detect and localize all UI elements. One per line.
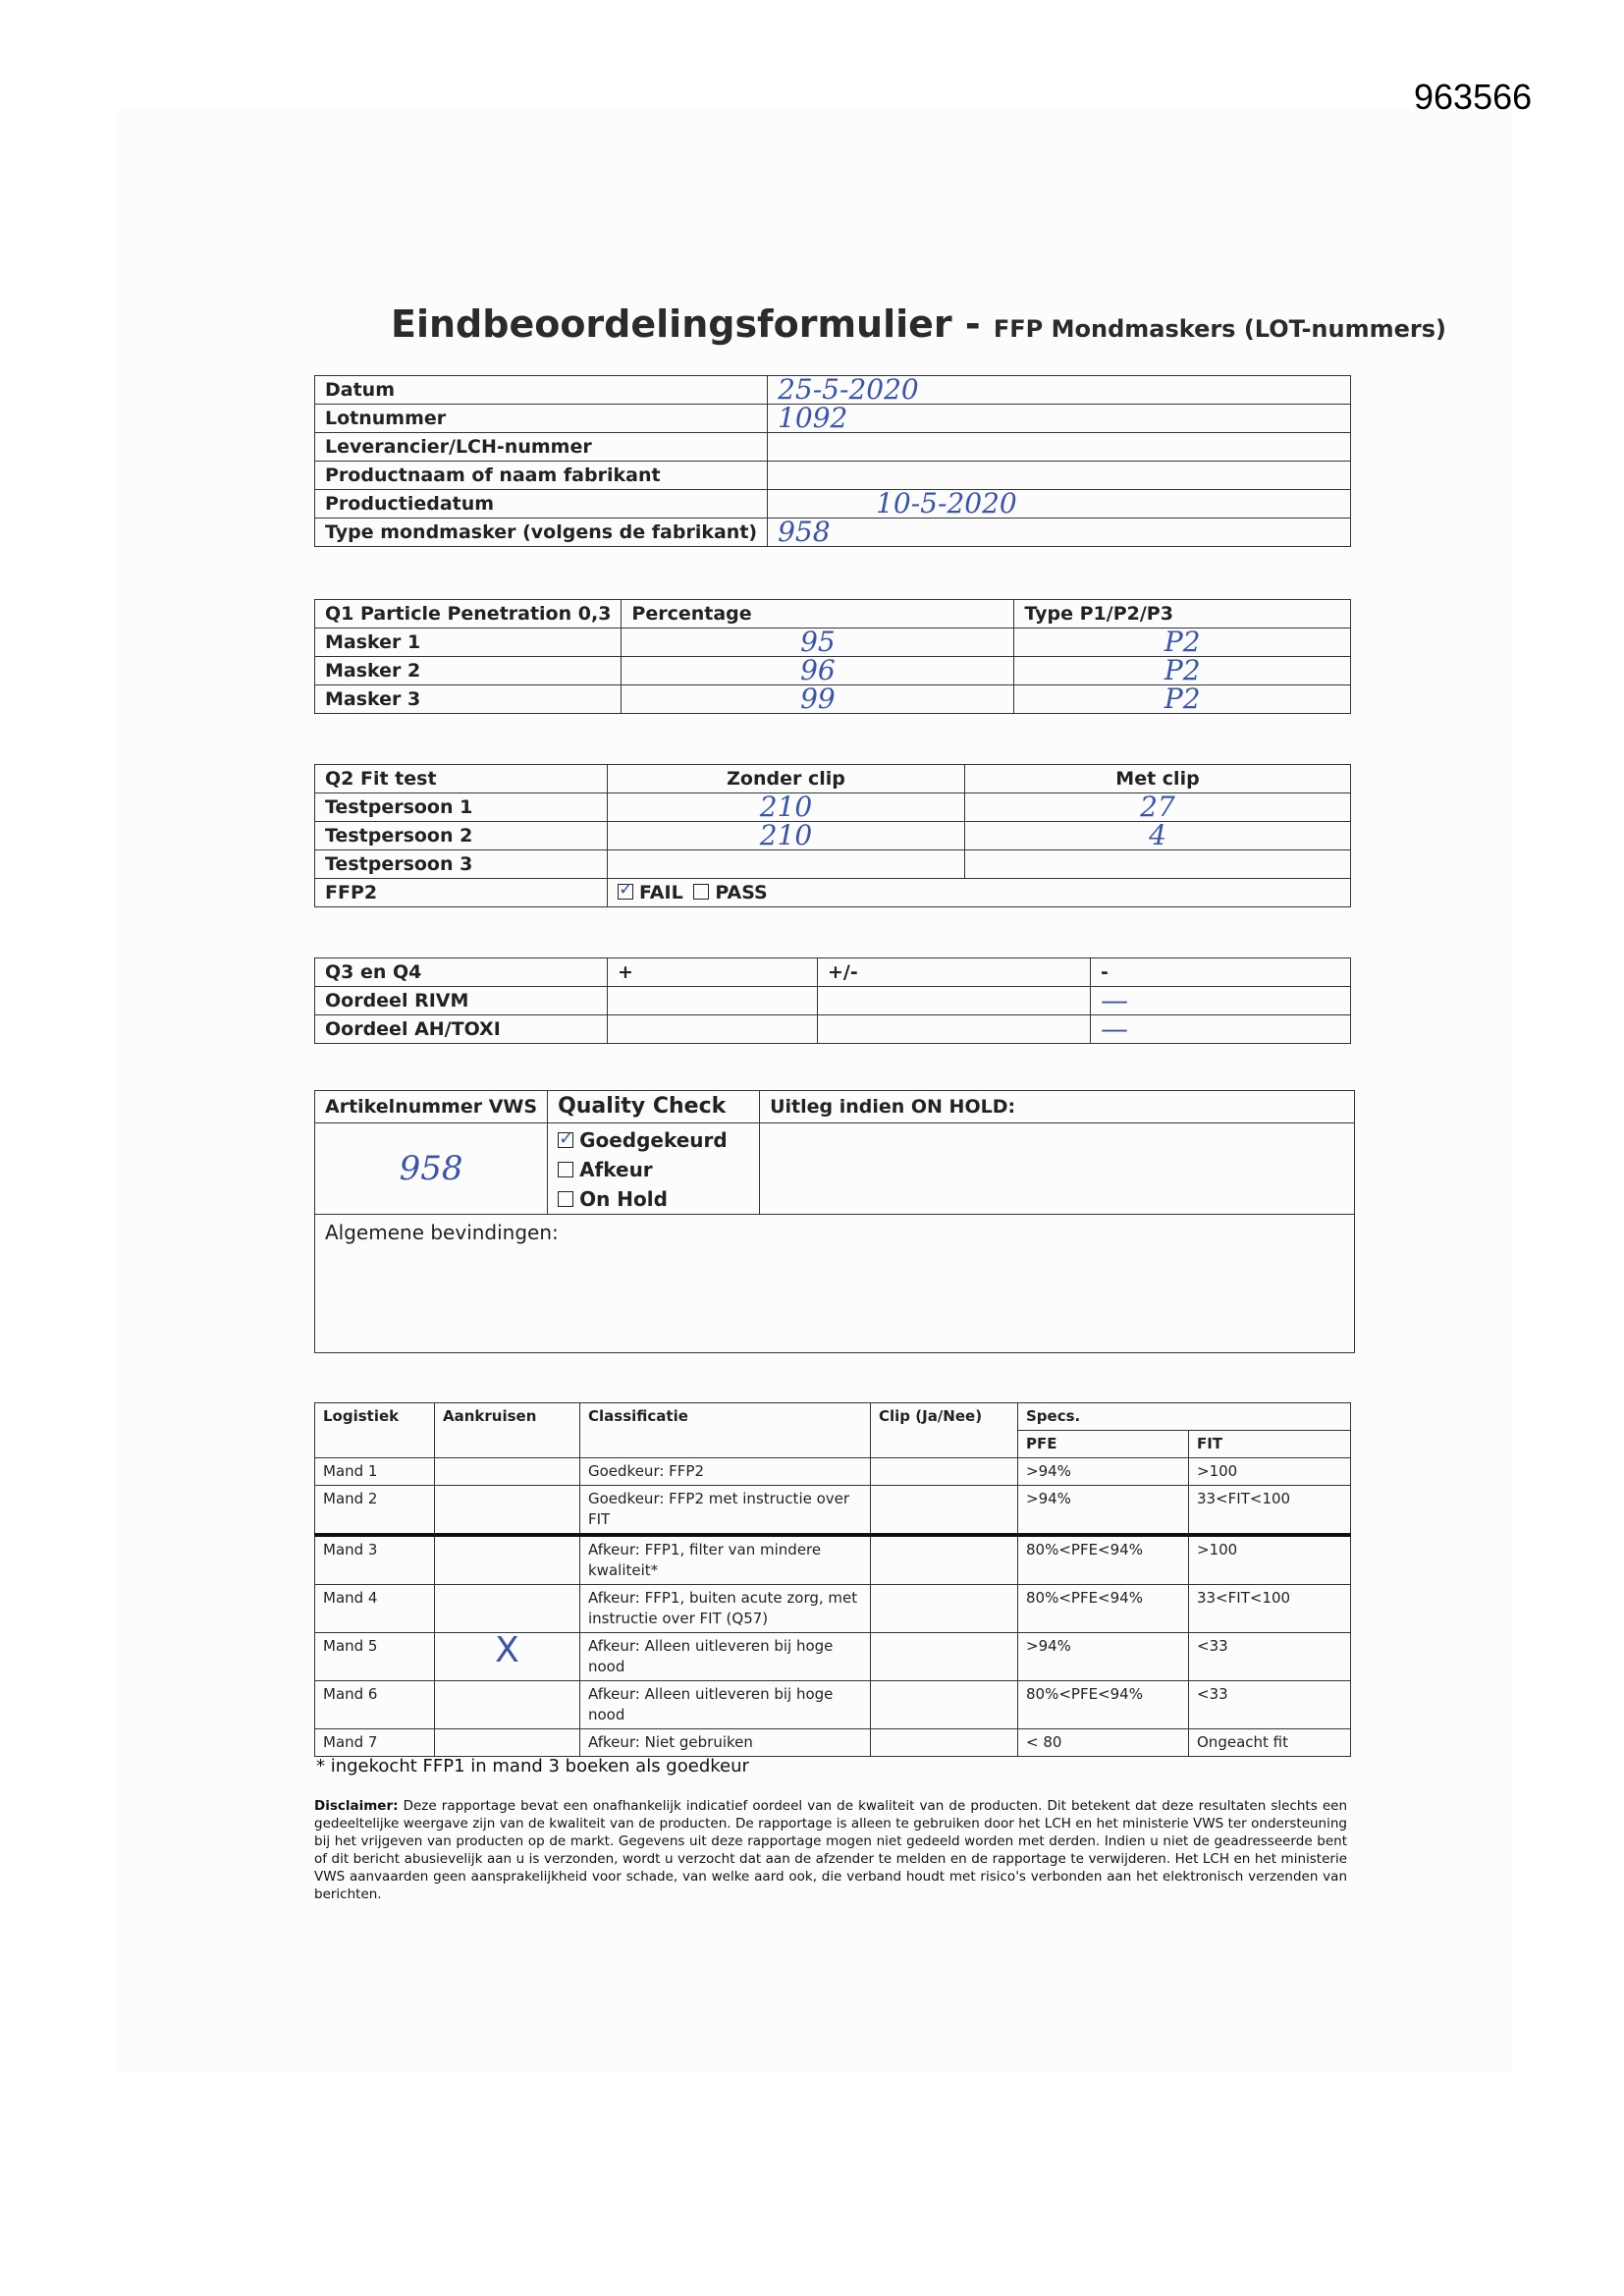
table-row: Mand 5 X Afkeur: Alleen uitleveren bij hoge nood >94% <33 [315,1633,1351,1681]
info-value: 958 [768,519,1351,547]
q3-header: +/- [818,958,1091,987]
q3-label: Oordeel AH/TOXI [315,1015,608,1044]
info-table [314,375,1351,547]
info-value: 1092 [768,405,1351,433]
table-row: Mand 2 Goedkeur: FFP2 met instructie over FIT >94% 33<FIT<100 [315,1486,1351,1536]
fail-label: FAIL [639,882,683,903]
disclaimer-text: Deze rapportage bevat een onafhankelijk indicatief oordeel van de kwaliteit van de producten. Dit betekent dat deze resultaten slechts een gedeeltelijke weergave zijn van de kwaliteit van de producten. De rapportage is alleen te gebruiken door het LCH en het ministerie VWS ter ondersteuning bij het vrijgeven van producten op de markt. Gegevens uit deze rapportage mogen niet gedeeld worden met derden. Indien u niet de geadresseerde bent of dit bericht abusievelijk aan u is verzonden, wordt u verzocht dat aan de afzender te melden en de rapportage te verwijderen. Het LCH en het ministerie VWS aanvaarden geen aansprakelijkheid voor schade, van welke aard ook, die verband houdt met risico's verbonden aan het elektronisch verzenden van berichten. [314,1798,1347,1902]
q2-zonder: 210 [608,822,965,850]
q1-pct: 99 [622,685,1014,714]
table-row: Mand 7 Afkeur: Niet gebruiken < 80 Ongeacht fit [315,1729,1351,1757]
quality-table [314,1090,1355,1353]
bevindingen-label: Algemene bevindingen: [315,1215,1355,1353]
q1-label: Masker 1 [315,629,622,657]
q3-header: Q3 en Q4 [315,958,608,987]
col-clip: Clip (Ja/Nee) [871,1403,1018,1458]
info-label: Type mondmasker (volgens de fabrikant) [315,519,768,547]
q2-header: Zonder clip [608,765,965,793]
uitleg-label: Uitleg indien ON HOLD: [760,1091,1355,1123]
footnote: * ingekocht FFP1 in mand 3 boeken als goedkeur [316,1756,749,1777]
q3-label: Oordeel RIVM [315,987,608,1015]
info-label: Lotnummer [315,405,768,433]
info-label: Productnaam of naam fabrikant [315,462,768,490]
disclaimer [314,1797,1347,1903]
q2-label: Testpersoon 2 [315,822,608,850]
table-row: Mand 4 Afkeur: FFP1, buiten acute zorg, met instructie over FIT (Q57) 80%<PFE<94% 33<FIT<100 [315,1585,1351,1633]
q2-header: Q2 Fit test [315,765,608,793]
col-classificatie: Classificatie [580,1403,871,1458]
q2-met: 4 [965,822,1351,850]
q1-table [314,599,1351,714]
checkbox-icon[interactable] [558,1191,573,1207]
q1-label: Masker 3 [315,685,622,714]
q1-type: P2 [1014,657,1351,685]
info-label: Leverancier/LCH-nummer [315,433,768,462]
title-sub: FFP Mondmaskers (LOT-nummers) [993,315,1446,343]
q1-header: Percentage [622,600,1014,629]
disclaimer-label: Disclaimer: [314,1798,399,1814]
q1-label: Masker 2 [315,657,622,685]
artikel-value: 958 [315,1123,548,1215]
q3-minus: — [1091,987,1351,1015]
q1-pct: 95 [622,629,1014,657]
info-label: Datum [315,376,768,405]
col-fit: FIT [1189,1431,1351,1458]
q3-table [314,957,1351,1044]
document-number: 963566 [1414,77,1533,117]
info-value [768,462,1351,490]
logistiek-table [314,1402,1351,1757]
info-value: 10-5-2020 [768,490,1351,519]
table-row: Mand 1 Goedkeur: FFP2 >94% >100 [315,1458,1351,1486]
form-title [391,302,1446,346]
table-row: Mand 3 Afkeur: FFP1, filter van mindere kwaliteit* 80%<PFE<94% >100 [315,1535,1351,1585]
title-main: Eindbeoordelingsformulier - [391,302,994,346]
col-pfe: PFE [1018,1431,1189,1458]
info-value: 25-5-2020 [768,376,1351,405]
q1-pct: 96 [622,657,1014,685]
q2-ffp2-label: FFP2 [315,879,608,907]
info-value [768,433,1351,462]
info-label: Productiedatum [315,490,768,519]
q1-type: P2 [1014,685,1351,714]
q1-header: Type P1/P2/P3 [1014,600,1351,629]
col-specs: Specs. [1018,1403,1351,1431]
fail-checkbox[interactable] [618,884,633,900]
q2-met [965,850,1351,879]
q2-zonder [608,850,965,879]
checkbox-icon[interactable] [558,1132,573,1148]
q3-header: - [1091,958,1351,987]
q3-minus: — [1091,1015,1351,1044]
checkbox-icon[interactable] [558,1162,573,1177]
q2-zonder: 210 [608,793,965,822]
q2-label: Testpersoon 3 [315,850,608,879]
q2-header: Met clip [965,765,1351,793]
pass-checkbox[interactable] [693,884,709,900]
q2-met: 27 [965,793,1351,822]
pass-label: PASS [715,882,768,903]
q3-header: + [608,958,818,987]
artikel-label: Artikelnummer VWS [315,1091,548,1123]
col-logistiek: Logistiek [315,1403,435,1458]
q2-table [314,764,1351,907]
q2-label: Testpersoon 1 [315,793,608,822]
col-aankruisen: Aankruisen [435,1403,580,1458]
table-row: Mand 6 Afkeur: Alleen uitleveren bij hoge nood 80%<PFE<94% <33 [315,1681,1351,1729]
option-afkeur[interactable]: Afkeur [558,1155,749,1184]
q1-type: P2 [1014,629,1351,657]
option-goedgekeurd[interactable]: ✓Goedgekeurd [558,1125,749,1155]
quality-label: Quality Check [548,1091,760,1123]
q1-header: Q1 Particle Penetration 0,3 [315,600,622,629]
option-on-hold[interactable]: On Hold [558,1184,749,1214]
